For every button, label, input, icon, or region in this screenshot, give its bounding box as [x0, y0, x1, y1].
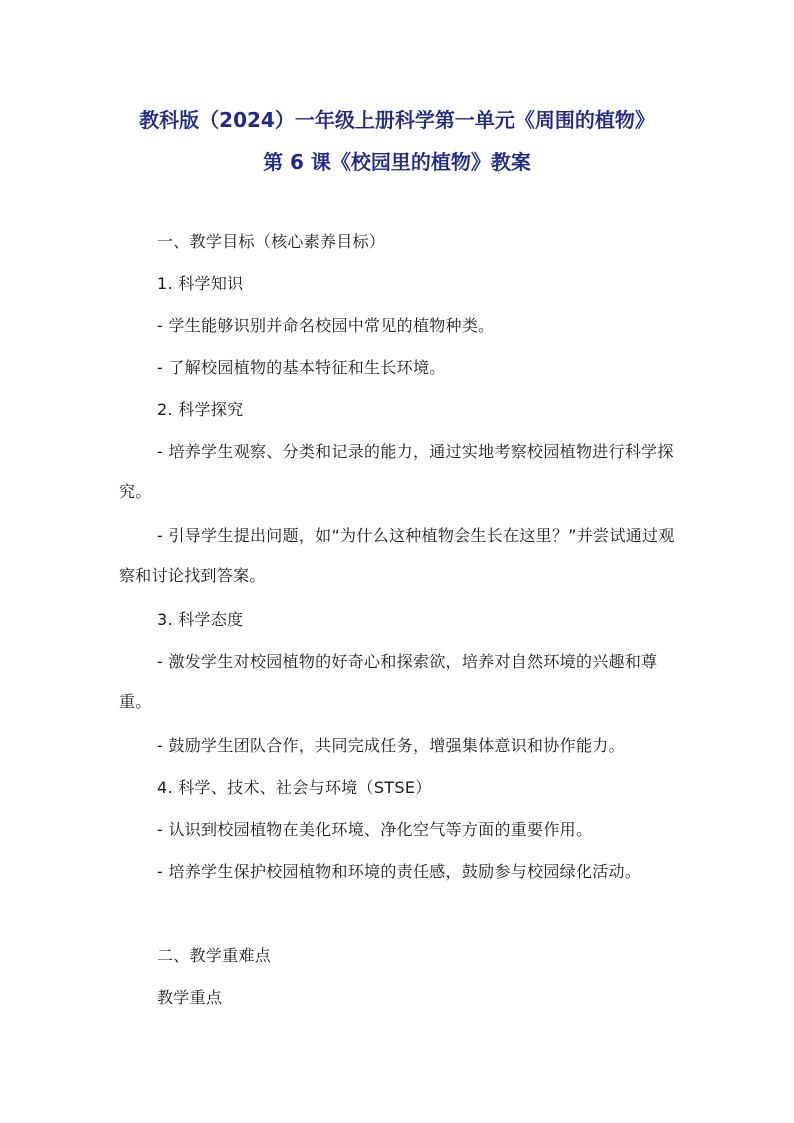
- paragraph: - 培养学生保护校园植物和环境的责任感，鼓励参与校园绿化活动。: [157, 862, 642, 881]
- document-title-line-2: 第 6 课《校园里的植物》教案: [263, 150, 531, 174]
- paragraph: - 激发学生对校园植物的好奇心和探索欲，培养对自然环境的兴趣和尊重。: [119, 652, 658, 711]
- paragraph: - 培养学生观察、分类和记录的能力，通过实地考察校园植物进行科学探究。: [119, 442, 674, 501]
- paragraph: - 引导学生提出问题，如“为什么这种植物会生长在这里？”并尝试通过观察和讨论找到答案。: [119, 526, 675, 585]
- subsection-heading-knowledge: 1. 科学知识: [157, 274, 244, 293]
- paragraph: - 鼓励学生团队合作，共同完成任务，增强集体意识和协作能力。: [157, 736, 625, 755]
- subsection-heading-inquiry: 2. 科学探究: [157, 400, 244, 419]
- paragraph: - 了解校园植物的基本特征和生长环境。: [157, 358, 446, 377]
- paragraph: - 认识到校园植物在美化环境、净化空气等方面的重要作用。: [157, 820, 593, 839]
- subsection-heading-attitude: 3. 科学态度: [157, 610, 244, 629]
- document-title-line-1: 教科版（2024）一年级上册科学第一单元《周围的植物》: [139, 108, 655, 132]
- paragraph: - 学生能够识别并命名校园中常见的植物种类。: [157, 316, 495, 335]
- section-heading-objectives: 一、教学目标（核心素养目标）: [157, 232, 386, 251]
- section-heading-key-difficulties: 二、教学重难点: [157, 946, 272, 965]
- subsection-heading-stse: 4. 科学、技术、社会与环境（STSE）: [157, 778, 432, 797]
- subsection-heading-key-points: 教学重点: [157, 988, 223, 1007]
